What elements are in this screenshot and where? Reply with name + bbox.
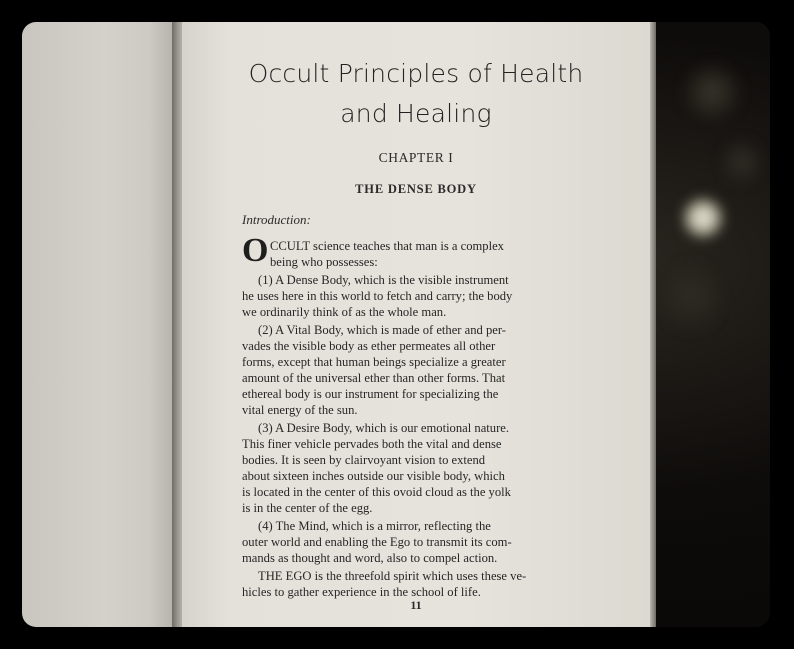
chapter-title: THE DENSE BODY: [355, 182, 477, 196]
body-line: hicles to gather experience in the school of life.: [242, 585, 481, 599]
body-line: is in the center of the egg.: [242, 501, 373, 515]
body-line: (4) The Mind, which is a mirror, reflecting the: [258, 519, 491, 533]
body-line: vades the visible body as ether permeates all other: [242, 339, 496, 353]
background-bokeh: [722, 132, 762, 192]
photo-frame: [22, 22, 770, 627]
background-light: [682, 197, 724, 239]
body-line: outer world and enabling the Ego to transmit its com-: [242, 535, 512, 549]
body-line: ethereal body is our instrument for specializing the: [242, 387, 499, 401]
body-line: This finer vehicle pervades both the vital and dense: [242, 437, 502, 451]
body-line: he uses here in this world to fetch and carry; the body: [242, 289, 513, 303]
body-line: forms, except that human beings specialize a greater: [242, 355, 506, 369]
left-page: [22, 22, 172, 627]
section-heading: Introduction:: [242, 212, 311, 227]
body-line: is located in the center of this ovoid cloud as the yolk: [242, 485, 511, 499]
book-title-line-1: Occult Principles of Health: [248, 59, 584, 88]
body-line: THE EGO is the threefold spirit which uses these ve-: [258, 569, 527, 583]
body-line: CCULT science teaches that man is a complex: [270, 239, 504, 253]
body-line: bodies. It is seen by clairvoyant vision to extend: [242, 453, 486, 467]
page-edge: [650, 22, 656, 627]
background-bokeh: [677, 62, 747, 122]
body-line: (2) A Vital Body, which is made of ether and per-: [258, 323, 507, 337]
body-line: mands as thought and word, also to compel action.: [242, 551, 498, 565]
drop-cap: O: [242, 232, 269, 269]
body-line: being who possesses:: [270, 255, 378, 269]
right-page: [182, 22, 650, 627]
chapter-heading: CHAPTER I: [378, 150, 454, 165]
page-number: 11: [410, 598, 422, 612]
body-line: (3) A Desire Body, which is our emotional nature.: [258, 421, 510, 435]
body-line: amount of the universal ether than other forms. That: [242, 371, 506, 385]
body-line: about sixteen inches outside our visible body, which: [242, 469, 505, 483]
background-bokeh: [662, 252, 722, 342]
body-line: we ordinarily think of as the whole man.: [242, 305, 447, 319]
body-line: (1) A Dense Body, which is the visible instrument: [258, 273, 509, 287]
body-line: vital energy of the sun.: [242, 403, 358, 417]
book-title-line-2: and Healing: [340, 99, 492, 128]
